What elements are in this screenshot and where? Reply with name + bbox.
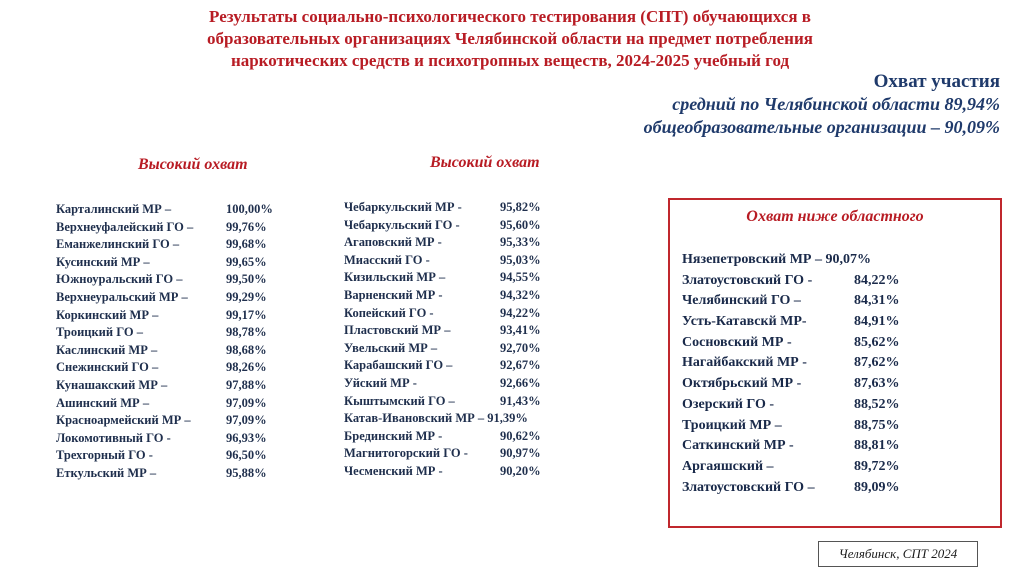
district-name: Златоустовский ГО -	[682, 272, 813, 288]
district-name: Кунашакский МР –	[56, 377, 168, 392]
coverage-value: 99,65%	[226, 254, 267, 269]
list-item	[56, 342, 296, 360]
title-line-3: наркотических средств и психотропных веществ, 2024-2025 учебный год	[230, 51, 790, 70]
coverage-value: 97,09%	[226, 395, 267, 410]
title-line-2: образовательных организациях Челябинской области на предмет потребления	[207, 29, 813, 48]
district-name: Карталинский МР –	[56, 202, 172, 216]
coverage-value: 92,66%	[500, 375, 541, 390]
district-name: Увельский МР –	[344, 340, 438, 355]
coverage-value: 92,67%	[500, 358, 541, 373]
list-item	[56, 271, 296, 289]
coverage-value: 90,62%	[500, 428, 541, 443]
list-item	[344, 199, 584, 217]
coverage-value: 92,70%	[500, 340, 541, 355]
list-item	[56, 289, 296, 307]
column2-list	[344, 199, 584, 481]
district-name: Аргаяшский –	[682, 458, 774, 474]
coverage-value: 93,41%	[500, 323, 541, 338]
district-name: Троицкий МР –	[682, 417, 782, 433]
coverage-value: 85,62%	[854, 334, 900, 350]
list-item	[344, 322, 584, 340]
list-item	[56, 219, 296, 237]
district-name: Саткинский МР -	[682, 438, 794, 454]
coverage-value: 99,17%	[226, 307, 267, 322]
district-name: Нагайбакский МР -	[682, 355, 807, 371]
district-name: Катав-Ивановский МР – 91,39%	[344, 411, 528, 426]
slide-title	[150, 6, 870, 72]
coverage-average: средний по Челябинской области 89,94%	[672, 94, 1000, 114]
district-name: Усть-Катавскй МР-	[682, 314, 807, 330]
district-name: Еманжелинский ГО –	[56, 237, 180, 252]
list-item	[56, 359, 296, 377]
coverage-value: 88,81%	[854, 438, 900, 454]
district-name: Уйский МР -	[344, 375, 417, 390]
title-line-1: Результаты социально-психологического тестирования (СПТ) обучающихся в	[209, 7, 811, 26]
district-name: Локомотивный ГО -	[56, 430, 171, 445]
coverage-value: 99,29%	[226, 289, 267, 304]
list-item	[344, 445, 584, 463]
list-item	[56, 412, 296, 430]
coverage-value: 87,62%	[854, 355, 900, 371]
coverage-value: 99,50%	[226, 272, 267, 287]
district-name: Озерский ГО -	[682, 396, 775, 412]
column2-heading: Высокий охват	[430, 154, 540, 171]
coverage-value: 99,76%	[226, 219, 267, 234]
district-name: Октябрьский МР -	[682, 376, 802, 392]
district-name: Челябинский ГО –	[682, 293, 801, 309]
list-item	[56, 324, 296, 342]
coverage-summary	[644, 70, 1000, 139]
coverage-value: 98,68%	[226, 342, 267, 357]
coverage-value: 84,91%	[854, 314, 900, 330]
coverage-value: 98,78%	[226, 325, 267, 340]
list-item	[56, 307, 296, 325]
coverage-value: 95,60%	[500, 217, 541, 232]
district-name: Агаповский МР -	[344, 235, 442, 250]
list-item	[56, 201, 296, 219]
list-item	[344, 252, 584, 270]
list-item	[344, 269, 584, 287]
district-name: Трехгорный ГО -	[56, 448, 153, 463]
list-item	[56, 465, 296, 483]
list-item	[56, 254, 296, 272]
coverage-value: 88,75%	[854, 417, 900, 433]
district-name: Кизильский МР –	[344, 270, 446, 285]
coverage-heading: Охват участия	[873, 71, 1000, 92]
list-item	[56, 377, 296, 395]
district-name: Ашинский МР –	[56, 395, 150, 410]
coverage-value: 89,09%	[854, 479, 900, 495]
district-name: Верхнеуральский МР –	[56, 289, 188, 304]
list-item	[344, 234, 584, 252]
district-name: Чебаркульский МР -	[344, 200, 462, 214]
coverage-value: 95,03%	[500, 252, 541, 267]
column3-heading: Охват ниже областного	[746, 208, 924, 225]
district-name: Верхнеуфалейский ГО –	[56, 219, 194, 234]
list-item	[56, 430, 296, 448]
coverage-value: 89,72%	[854, 458, 900, 474]
district-name: Каслинский МР –	[56, 342, 158, 357]
coverage-value: 100,00%	[226, 202, 273, 216]
list-item	[344, 217, 584, 235]
list-item	[56, 395, 296, 413]
coverage-value: 94,22%	[500, 305, 541, 320]
district-name: Снежинский ГО –	[56, 360, 159, 375]
coverage-value: 87,63%	[854, 376, 900, 392]
coverage-value: 90,20%	[500, 463, 541, 478]
coverage-value: 97,09%	[226, 413, 267, 428]
coverage-value: 95,33%	[500, 235, 541, 250]
coverage-value: 99,68%	[226, 237, 267, 252]
coverage-value: 88,52%	[854, 396, 900, 412]
list-item	[344, 287, 584, 305]
district-name: Кусинский МР –	[56, 254, 150, 269]
district-name: Златоустовский ГО –	[682, 479, 815, 495]
district-name: Брединский МР -	[344, 428, 443, 443]
column1-heading: Высокий охват	[138, 156, 248, 173]
district-name: Миасский ГО -	[344, 252, 430, 267]
district-name: Чесменский МР -	[344, 463, 443, 478]
list-item	[344, 393, 584, 411]
coverage-value: 96,93%	[226, 430, 267, 445]
coverage-value: 96,50%	[226, 448, 267, 463]
district-name: Кыштымский ГО –	[344, 393, 455, 408]
footer-label: Челябинск, СПТ 2024	[818, 541, 978, 567]
district-name: Южноуральский ГО –	[56, 272, 183, 287]
coverage-schools: общеобразовательные организации – 90,09%	[643, 117, 1000, 137]
list-item	[344, 305, 584, 323]
coverage-value: 95,88%	[226, 465, 267, 480]
list-item	[344, 463, 584, 481]
district-name: Карабашский ГО –	[344, 358, 453, 373]
coverage-value: 84,31%	[854, 293, 900, 309]
list-item	[56, 447, 296, 465]
district-name: Красноармейский МР –	[56, 413, 191, 428]
coverage-value: 91,43%	[500, 393, 541, 408]
district-name: Сосновский МР -	[682, 334, 792, 350]
list-item	[344, 428, 584, 446]
district-name: Еткульский МР –	[56, 465, 157, 480]
list-item	[344, 375, 584, 393]
coverage-value: 95,82%	[500, 200, 541, 214]
district-name: Варненский МР -	[344, 287, 443, 302]
district-name: Троицкий ГО –	[56, 325, 143, 340]
column1-list	[56, 201, 296, 483]
coverage-value: 84,22%	[854, 272, 900, 288]
coverage-value: 97,88%	[226, 377, 267, 392]
district-name: Пластовский МР –	[344, 323, 451, 338]
district-name: Чебаркульский ГО -	[344, 217, 460, 232]
district-name: Нязепетровский МР – 90,07%	[682, 252, 871, 267]
coverage-value: 94,32%	[500, 287, 541, 302]
coverage-value: 98,26%	[226, 360, 267, 375]
district-name: Копейский ГО -	[344, 305, 434, 320]
list-item	[344, 357, 584, 375]
coverage-value: 90,97%	[500, 446, 541, 461]
list-item	[344, 340, 584, 358]
list-item	[56, 236, 296, 254]
list-item	[344, 410, 584, 428]
below-average-box	[668, 198, 1002, 528]
district-name: Коркинский МР –	[56, 307, 159, 322]
coverage-value: 94,55%	[500, 270, 541, 285]
district-name: Магнитогорский ГО -	[344, 446, 468, 461]
